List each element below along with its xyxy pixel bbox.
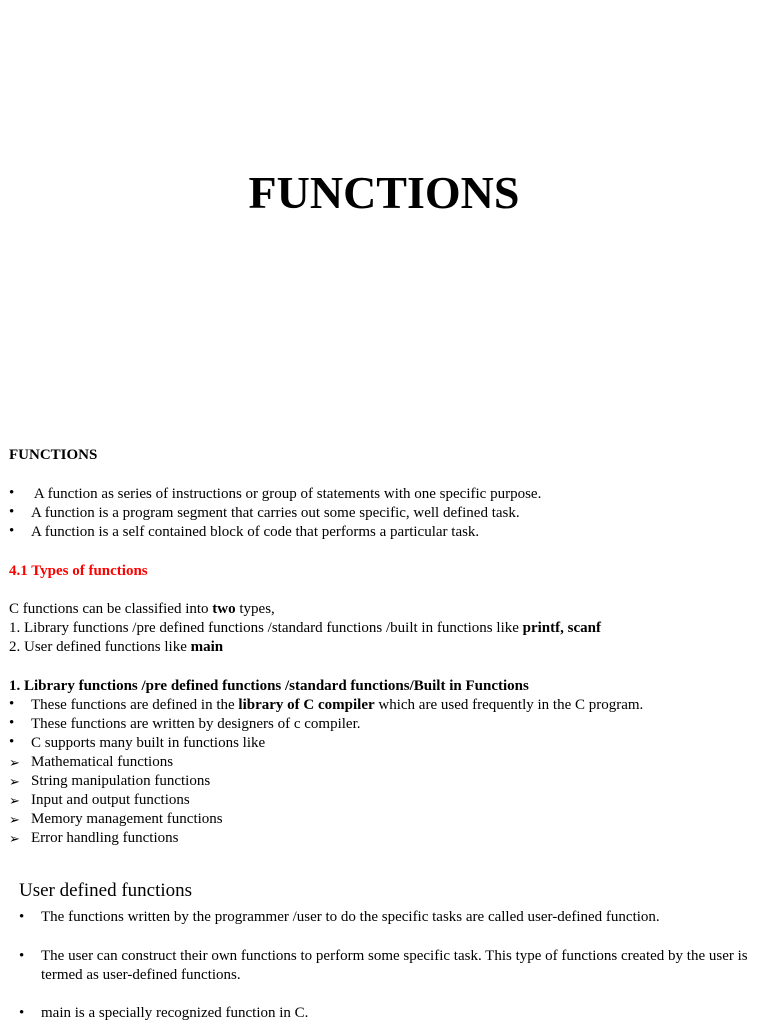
bullet-glyph: • [9, 715, 15, 731]
text: which are used frequently in the C program. [374, 697, 644, 713]
arrow-bullet-icon: ➢ [9, 793, 20, 808]
bullet-glyph: • [9, 523, 15, 539]
library-heading: 1. Library functions /pre defined functions /standard functions/Built in Functions [9, 678, 529, 694]
bullet-glyph: • [9, 734, 15, 750]
list-item-text: A function as series of instructions or group of statements with one specific purpose. [31, 486, 542, 502]
text: C functions can be classified into [9, 601, 213, 617]
user-defined-heading: User defined functions [19, 880, 193, 901]
classification-line-1 [9, 600, 275, 619]
emphasis: printf, scanf [522, 620, 601, 636]
arrow-bullet-icon: ➢ [9, 812, 20, 827]
bullet-glyph: • [19, 909, 25, 925]
list-item-text: main is a specially recognized function in C. [41, 1005, 309, 1021]
emphasis: main [190, 639, 224, 655]
text: 1. Library functions /pre defined functions /standard functions /built in functions like [9, 620, 523, 636]
list-item-text: The user can construct their own functions to perform some specific task. This type of functions created by the user is termed as user-defined functions. [41, 948, 748, 983]
bullet-glyph: • [9, 485, 15, 501]
list-item-text: C supports many built in functions like [31, 735, 266, 751]
arrow-bullet-icon: ➢ [9, 774, 20, 789]
list-item-text [31, 696, 643, 715]
list-item-text: Memory management functions [31, 811, 223, 827]
classification-line-2 [9, 619, 601, 638]
list-item-text: Error handling functions [31, 830, 179, 846]
list-item-text: The functions written by the programmer /user to do the specific tasks are called user-defined function. [41, 909, 660, 925]
bullet-glyph: • [19, 1005, 25, 1021]
list-item-text: Input and output functions [31, 792, 190, 808]
list-item-text: A function is a self contained block of code that performs a particular task. [31, 524, 480, 540]
types-heading: 4.1 Types of functions [9, 563, 148, 579]
emphasis: library of C compiler [238, 697, 375, 713]
bullet-glyph: • [19, 948, 25, 964]
list-item-text: String manipulation functions [31, 773, 211, 789]
list-item-text: Mathematical functions [31, 754, 174, 770]
page-title: FUNCTIONS [248, 167, 520, 218]
list-item-text: These functions are written by designers of c compiler. [31, 716, 361, 732]
arrow-bullet-icon: ➢ [9, 755, 20, 770]
bullet-glyph: • [9, 504, 15, 520]
classification-line-3 [9, 638, 223, 657]
bullet-glyph: • [9, 696, 15, 712]
text: These functions are defined in the [31, 697, 239, 713]
text: types, [235, 601, 275, 617]
arrow-bullet-icon: ➢ [9, 831, 20, 846]
emphasis: two [212, 601, 236, 617]
section-heading: FUNCTIONS [9, 447, 98, 463]
text: 2. User defined functions like [9, 639, 191, 655]
list-item-text: A function is a program segment that carries out some specific, well defined task. [31, 505, 520, 521]
